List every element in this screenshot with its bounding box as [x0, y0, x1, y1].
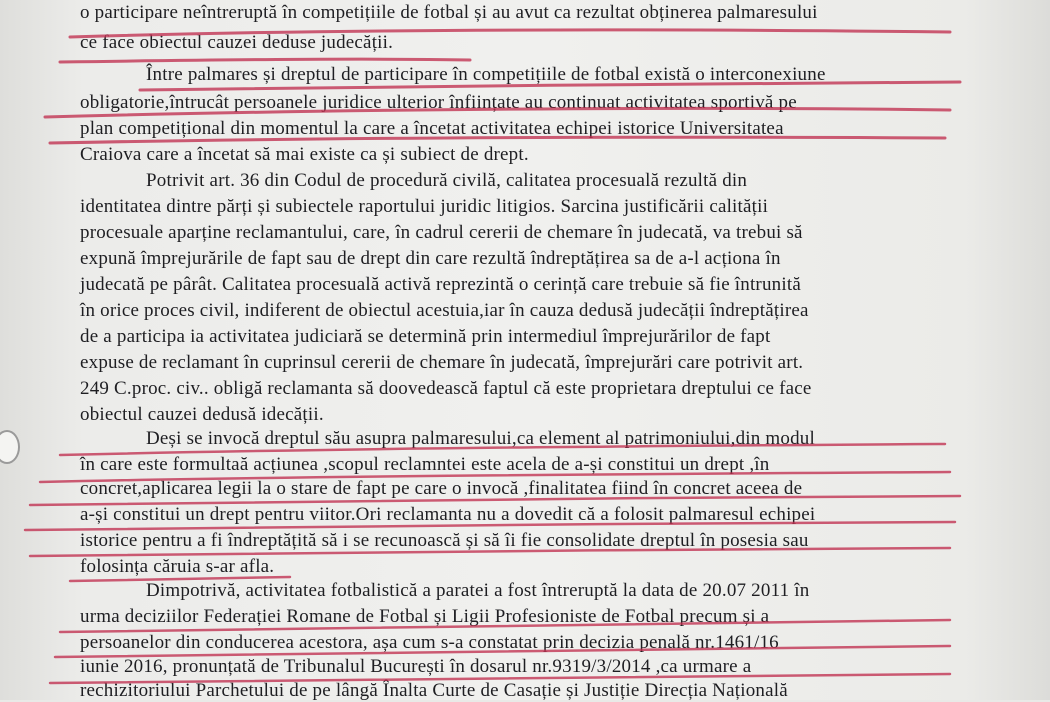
text-line: concret,aplicarea legii la o stare de fapt pe care o invocă ,finalitatea fiind în concret aceea de: [80, 478, 803, 499]
text-line: a-și constitui un drept pentru viitor.Ori reclamanta nu a dovedit că a folosit palmaresul echipei: [80, 504, 816, 525]
text-line: Potrivit art. 36 din Codul de procedură civilă, calitatea procesuală rezultă din: [146, 170, 748, 191]
text-line: judecată pe pârât. Calitatea procesuală activă reprezintă o cerință care trebuie să fie întrunită: [80, 274, 801, 295]
text-line: Deși se invocă dreptul său asupra palmaresului,ca element al patrimoniului,din modul: [146, 428, 815, 449]
text-line: în care este formultaă acțiunea ,scopul reclamntei este acela de a-și constitui un drept ,în: [80, 454, 770, 475]
text-line: istorice pentru a fi îndreptățită să i se recunoască și să îi fie consolidate dreptul în posesia sau: [80, 530, 809, 551]
text-line: plan competițional din momentul la care a încetat activitatea echipei istorice Universitatea: [80, 118, 784, 139]
text-line: folosința căruia s-ar afla.: [80, 556, 275, 577]
text-line: de a participa ia activitatea judiciară se determină prin intermediul împrejurărilor de fapt: [80, 326, 771, 347]
text-line: persoanelor din conducerea acestora, așa cum s-a constatat prin decizia penală nr.1461/16: [80, 632, 779, 653]
text-line: obiectul cauzei dedusă idecății.: [80, 404, 324, 425]
text-line: expuse de reclamant în cuprinsul cererii de chemare în judecată, împrejurări care potrivit art.: [80, 352, 804, 373]
text-line: 249 C.proc. civ.. obligă reclamanta să doovedească faptul că este proprietara dreptului ce face: [80, 378, 812, 399]
text-line: obligatorie,întrucât persoanele juridice ulterior înființate au continuat activitatea sportivă pe: [80, 92, 797, 113]
text-line: urma deciziilor Federației Romane de Fotbal și Ligii Profesioniste de Fotbal precum și a: [80, 606, 770, 627]
binder-hole: [0, 430, 20, 464]
text-line: Dimpotrivă, activitatea fotbalistică a paratei a fost întreruptă la data de 20.07 2011 în: [146, 580, 810, 601]
text-line: Între palmares și dreptul de participare în competițiile de fotbal există o interconexiune: [146, 64, 826, 85]
text-line: o participare neîntreruptă în competițiile de fotbal și au avut ca rezultat obținerea palmaresului: [80, 2, 818, 23]
text-line: expună împrejurările de fapt sau de drept din care rezultă îndreptățirea sa de a-l acționa în: [80, 248, 781, 269]
text-line: procesuale aparține reclamantului, care, în cadrul cererii de chemare în judecată, va trebui să: [80, 222, 803, 243]
text-line: iunie 2016, pronunțată de Tribunalul București în dosarul nr.9319/3/2014 ,ca urmare a: [80, 656, 752, 677]
text-line: în orice proces civil, indiferent de obiectul acestuia,iar în cauza dedusă judecății îndreptățirea: [80, 300, 809, 321]
text-line: identitatea dintre părți și subiectele raportului juridic litigios. Sarcina justificării calității: [80, 196, 769, 217]
text-line: ce face obiectul cauzei deduse judecății.: [80, 32, 394, 53]
text-line: Craiova care a încetat să mai existe ca și subiect de drept.: [80, 144, 529, 165]
pen-underline: [60, 59, 470, 62]
text-line: rechizitoriului Parchetului de pe lângă Înalta Curte de Casație și Justiție Direcția Națională: [80, 680, 788, 701]
